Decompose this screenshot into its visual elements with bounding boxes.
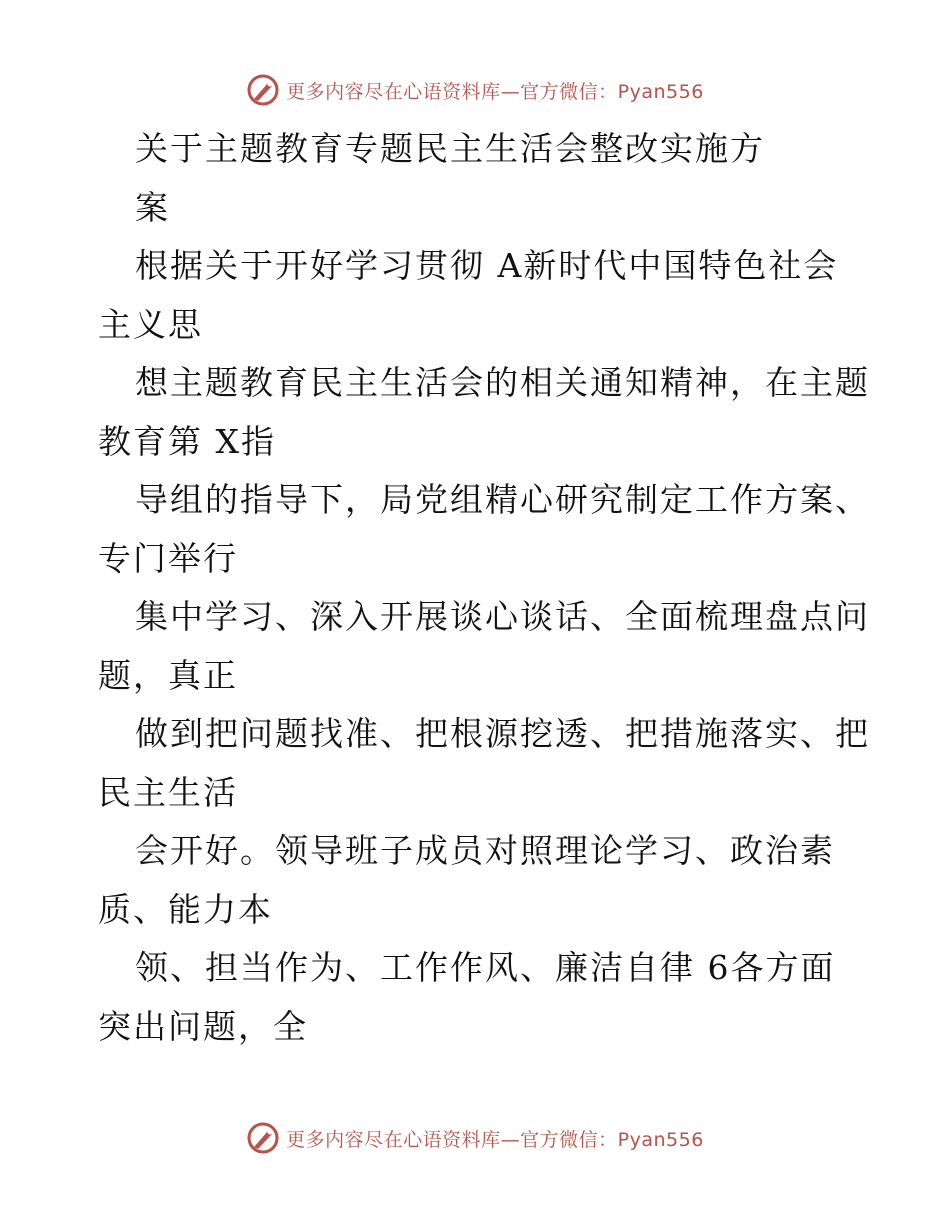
- body-line: 质、能力本: [98, 889, 273, 929]
- header-banner-text: 更多内容尽在心语资料库—官方微信：Pyan556: [286, 80, 704, 103]
- body-line: 民主生活: [98, 772, 238, 812]
- pen-logo-icon: [246, 1121, 280, 1155]
- title-line-2: 案: [135, 187, 170, 227]
- body-line: 集中学习、深入开展谈心谈话、全面梳理盘点问: [135, 597, 870, 636]
- header-banner: [0, 70, 950, 110]
- title-line-1: 关于主题教育专题民主生活会整改实施方: [135, 129, 765, 168]
- document-body: [98, 120, 870, 1056]
- body-line: 突出问题，全: [98, 1006, 308, 1046]
- pen-logo-icon: [246, 73, 280, 107]
- body-line: 做到把问题找准、把根源挖透、把措施落实、把: [135, 714, 870, 753]
- body-line: 想主题教育民主生活会的相关通知精神，在主题: [135, 363, 870, 402]
- body-line: 主义思: [98, 304, 203, 344]
- footer-banner-text: 更多内容尽在心语资料库—官方微信：Pyan556: [286, 1128, 704, 1151]
- body-line: 教育第 X指: [98, 421, 276, 461]
- body-line: 领、担当作为、工作作风、廉洁自律 6各方面: [135, 948, 836, 987]
- footer-banner: [0, 1118, 950, 1158]
- body-line: 导组的指导下，局党组精心研究制定工作方案、: [135, 480, 870, 519]
- body-line: 根据关于开好学习贯彻 A新时代中国特色社会: [135, 246, 839, 285]
- body-line: 会开好。领导班子成员对照理论学习、政治素: [135, 831, 835, 870]
- body-line: 专门举行: [98, 538, 238, 578]
- body-line: 题，真正: [98, 655, 238, 695]
